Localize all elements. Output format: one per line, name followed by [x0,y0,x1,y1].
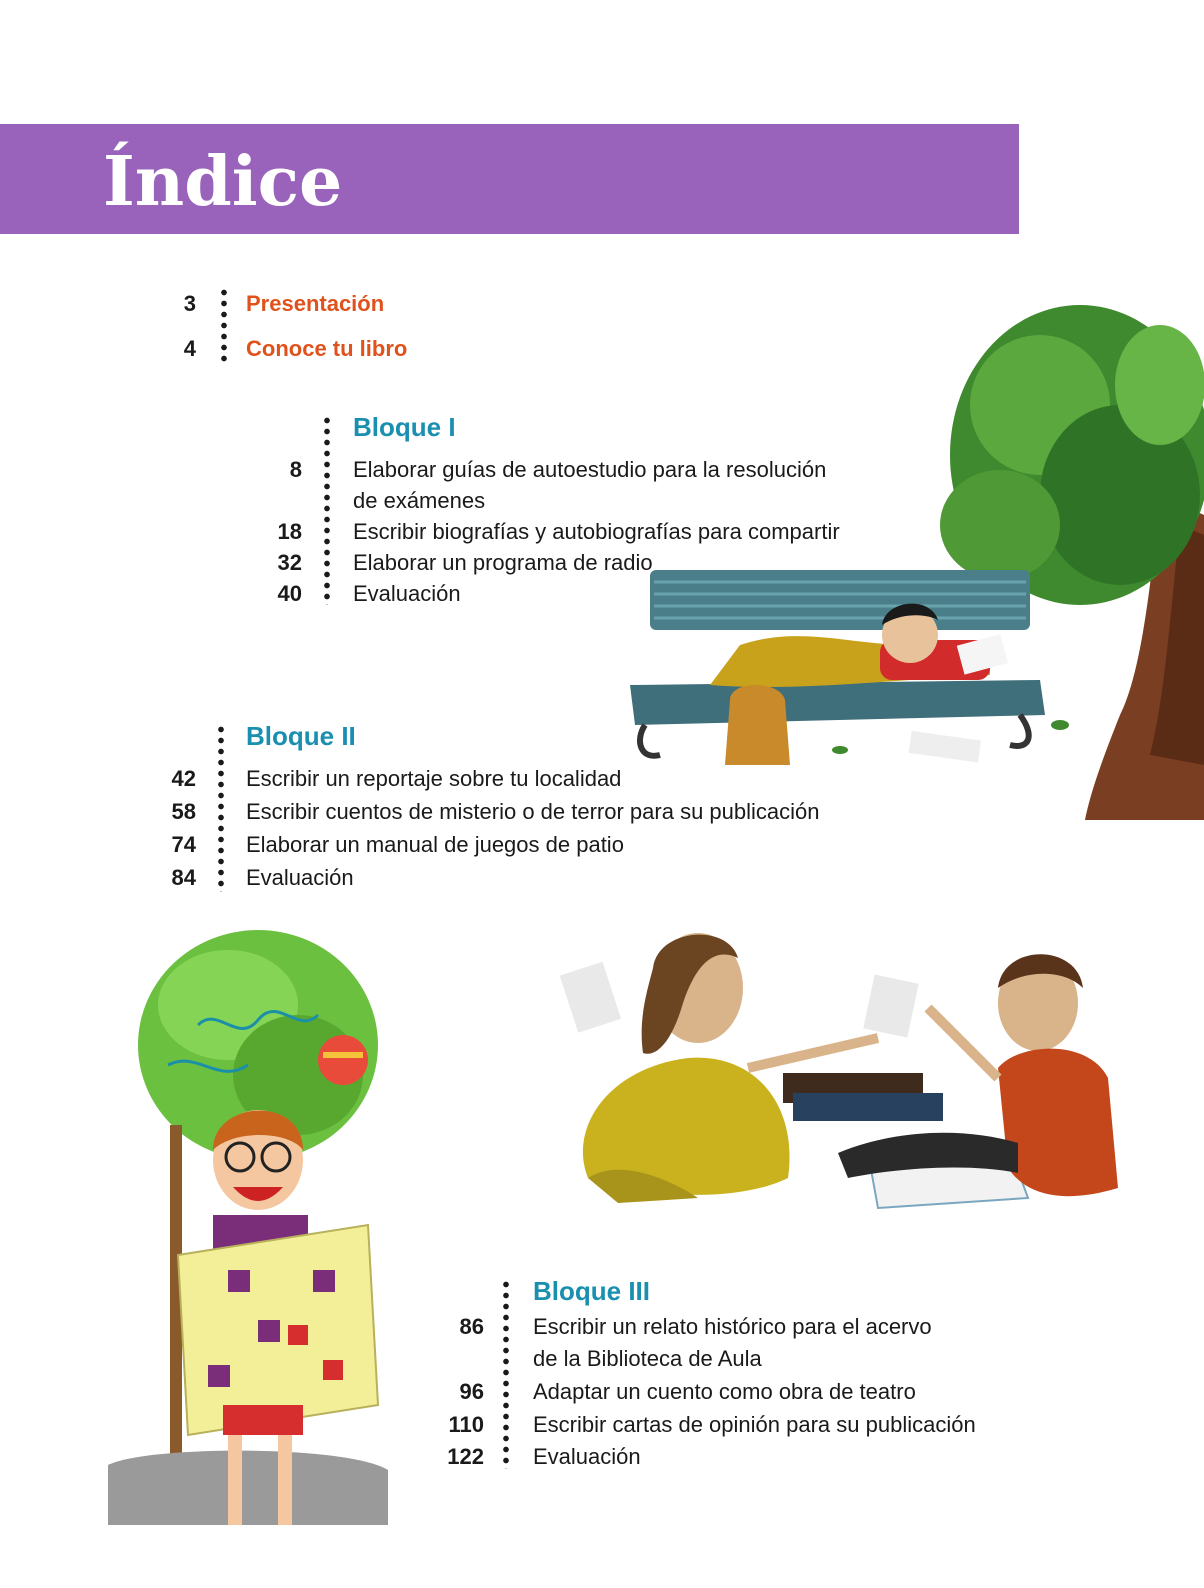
entry-label: Conoce tu libro [246,336,408,361]
entry-label: Elaborar un programa de radio [353,550,653,575]
entry-label: Adaptar un cuento como obra de teatro [533,1379,916,1404]
page-number: 42 [171,766,196,791]
entry-label: Evaluación [353,581,461,606]
block-1-entry-2[interactable] [0,516,900,548]
entry-label: Escribir cartas de opinión para su publicación [533,1412,976,1437]
page-number: 96 [459,1379,484,1404]
block-3-entry-4[interactable] [0,1441,1100,1473]
block-3-entry-1[interactable] [0,1311,1100,1343]
block-1-entry-1-cont[interactable] [0,485,900,517]
block-1-entry-3[interactable] [0,547,900,579]
block-3-heading: Bloque III [533,1276,650,1306]
block-1-entry-1[interactable] [0,454,900,486]
page-title: Índice [103,142,343,222]
entry-label: Elaborar guías de autoestudio para la resolución [353,457,827,482]
page-number: 74 [171,832,196,857]
page-number: 86 [459,1314,484,1339]
page-number: 3 [183,291,196,316]
block-2-entry-3[interactable] [0,829,900,861]
entry-label-continued: de la Biblioteca de Aula [533,1346,762,1371]
kids-reading-illustration [548,928,1148,1218]
intro-entry-presentacion[interactable] [0,288,600,320]
page-number: 110 [448,1412,484,1437]
page-number: 40 [277,581,302,606]
page-number: 18 [277,519,302,544]
block-1-heading: Bloque I [353,412,456,442]
entry-label-continued: de exámenes [353,488,486,513]
block-3-entry-1-cont[interactable] [0,1343,1100,1375]
entry-label: Elaborar un manual de juegos de patio [246,832,624,857]
entry-label: Escribir un relato histórico para el acervo [533,1314,932,1339]
page-number: 84 [171,865,196,890]
entry-label: Escribir un reportaje sobre tu localidad [246,766,622,791]
entry-label: Escribir biografías y autobiografías para compartir [353,519,840,544]
page-number: 4 [183,336,196,361]
block-3-entry-2[interactable] [0,1376,1100,1408]
block-2-entry-1[interactable] [0,763,900,795]
block-2-heading: Bloque II [246,721,356,751]
entry-label: Presentación [246,291,385,316]
page-number: 58 [171,799,196,824]
block-3-entry-3[interactable] [0,1409,1100,1441]
page-number: 8 [289,457,302,482]
page-number: 32 [277,550,302,575]
entry-label: Evaluación [533,1444,641,1469]
block-1-entry-4[interactable] [0,578,900,610]
block-2-entry-4[interactable] [0,862,900,894]
title-banner [0,124,1019,234]
intro-entry-conoce[interactable] [0,333,600,365]
entry-label: Evaluación [246,865,354,890]
page-number: 122 [447,1444,484,1469]
entry-label: Escribir cuentos de misterio o de terror para su publicación [246,799,820,824]
block-2-entry-2[interactable] [0,796,900,828]
